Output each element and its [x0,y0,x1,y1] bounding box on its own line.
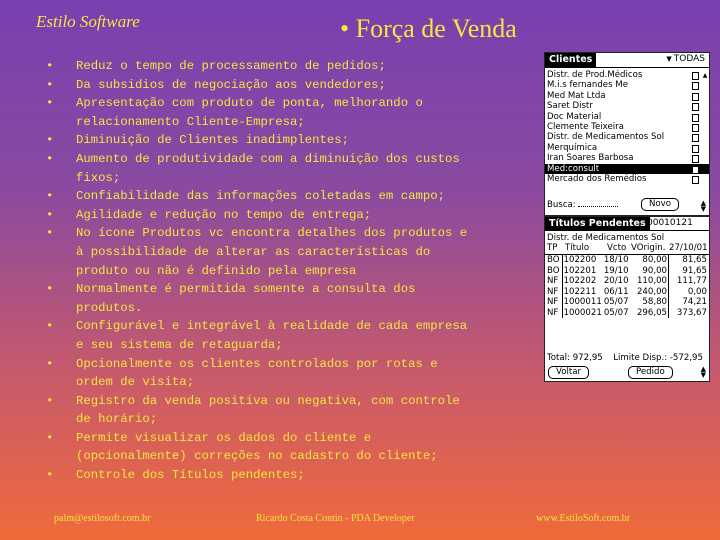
table-cell: BO [546,266,562,277]
col-date: 27/10/01 [669,243,708,253]
bullet-item [46,94,524,131]
bullet-text: relacionamento Cliente-Empresa; [76,114,305,129]
table-cell: 1000021 [563,307,602,318]
client-checkbox[interactable] [692,134,699,142]
table-cell: NF [546,297,562,308]
table-cell: 110,00 [630,276,668,287]
bullet-icon: • [46,393,54,408]
bullet-text: No ícone Produtos vc encontra detalhes dos produtos e [76,226,468,241]
footer-email[interactable]: palm@estilosoft.com.br [54,513,151,524]
client-checkbox[interactable] [692,72,699,80]
client-name: Clemente Teixeira [547,121,624,132]
client-item[interactable] [545,112,709,122]
bullet-text: Opcionalmente os clientes controlados por rotas e [76,356,438,371]
client-name: Med:consult [547,163,600,174]
category-label: TODAS [673,54,705,64]
bullet-text: Registro da venda positiva ou negativa, com controle [76,393,460,408]
bullet-text: Apresentação com produto de ponta, melhorando o [76,96,423,111]
client-checkbox[interactable] [692,114,699,122]
client-name: Doc Material [547,111,602,122]
client-item[interactable] [545,122,709,132]
brand-label: Estilo Software [36,12,140,31]
table-cell: 0,00 [687,286,707,297]
table-cell: BO [546,255,562,266]
bullet-icon: • [46,430,54,445]
client-checkbox[interactable] [692,124,699,132]
client-item[interactable] [545,174,709,184]
table-cell: 296,05 [630,308,668,319]
bullet-text: (opcionalmente) correções no cadastro do cliente; [76,449,438,464]
order-button[interactable]: Pedido [628,366,673,379]
client-checkbox[interactable] [692,166,699,174]
col-titulo: Título [565,243,590,253]
table-cell: 20/10 [603,276,629,286]
client-item[interactable] [545,70,709,80]
table-row[interactable] [546,287,708,298]
bullet-item [46,280,524,317]
bullet-text: à possibilidade de alterar as características do [76,244,431,259]
bullet-item [46,429,524,466]
search-field[interactable] [547,200,618,210]
bullet-icon: • [46,468,54,483]
table-row[interactable] [546,255,708,266]
titulos-table [546,255,708,318]
bullet-text: e seu sistema de retaguarda; [76,337,283,352]
table-cell: 19/10 [603,265,629,276]
table-cell: 06/11 [603,286,629,297]
table-row[interactable] [546,297,708,308]
bullet-item [46,76,524,95]
bullet-text: Reduz o tempo de processamento de pedidos; [76,59,386,73]
client-name: Distr. de Medicamentos Sol [547,233,665,243]
table-row[interactable] [546,308,708,319]
bullet-item [46,355,524,392]
table-cell: 74,21 [682,297,707,307]
table-cell: 58,80 [630,297,668,308]
client-name: Mercado dos Remédios [547,173,647,184]
client-checkbox[interactable] [692,176,699,184]
table-header [545,243,709,255]
bullet-icon: • [46,96,54,111]
bullet-icon: • [46,226,54,241]
titulos-tab[interactable]: Títulos Pendentes [545,217,650,231]
bullet-item [46,150,524,187]
client-name: Distr. de Prod.Médicos [547,70,643,80]
bullet-text: de horário; [76,412,158,427]
search-label: Busca: [547,200,576,210]
client-item[interactable] [545,164,709,174]
bullet-text: Normalmente é permitida somente a consulta dos [76,282,416,297]
clients-list [545,70,709,184]
client-item[interactable] [545,143,709,153]
bullet-item [46,131,524,150]
limit-label: Limite Disp.: -572,95 [613,353,703,363]
client-checkbox[interactable] [692,155,699,163]
bullet-item [46,206,524,225]
client-item[interactable] [545,153,709,163]
bullet-icon: • [46,189,54,204]
table-cell: 1000011 [563,297,602,307]
client-checkbox[interactable] [692,145,699,153]
category-picker[interactable] [666,54,705,64]
clientes-screen [544,52,710,216]
titulos-screen [544,216,710,382]
table-cell: 102201 [563,265,597,276]
page-arrows-icon[interactable]: ▲ ▼ [700,365,706,379]
bullet-item [46,187,524,206]
total-label: Total: 972,95 [547,353,603,363]
bullet-text: produto ou não é definido pela empresa [76,263,357,278]
client-name: Iran Soares Barbosa [547,153,634,164]
bullet-icon: • [46,77,54,92]
bullet-text: Diminuição de Clientes inadimplentes; [76,133,350,148]
table-cell: 81,65 [682,255,707,265]
client-name: Distr. de Medicamentos Sol [547,132,665,143]
bullet-text: Controle dos Títulos pendentes; [76,468,305,483]
bullet-icon: • [46,207,54,222]
bullet-text: Configurável e integrável à realidade de cada empresa [76,319,468,334]
table-row[interactable] [546,266,708,277]
bullet-icon: • [46,282,54,297]
bullet-item [46,317,524,354]
bullet-icon: • [46,356,54,371]
client-name: Saret Distr [547,101,593,112]
table-cell: 111,77 [676,276,707,286]
slide-title: • Força de Venda [340,14,517,43]
table-cell: NF [546,276,562,287]
client-name: Merquímica [547,142,598,153]
table-cell: 373,67 [676,307,707,318]
table-cell: 91,65 [682,265,707,276]
client-item[interactable] [545,91,709,101]
col-vcto: Vcto [607,243,627,253]
page-arrows-icon[interactable]: ▲ ▼ [700,199,706,213]
client-item[interactable] [545,101,709,111]
table-cell: 102200 [563,255,597,265]
col-vorigin: VOrigin. [631,243,666,253]
table-cell: 90,00 [630,266,668,277]
scroll-up-icon[interactable]: ▲ [702,72,708,79]
table-cell: NF [546,287,562,298]
client-checkbox[interactable] [692,93,699,101]
client-item[interactable] [545,80,709,90]
bullet-icon: • [46,151,54,166]
table-cell: 102202 [563,276,597,286]
client-item[interactable] [545,132,709,142]
bullet-item [46,57,524,76]
bullet-text: Permite visualizar os dados do cliente e [76,430,372,445]
bullet-text: fixos; [76,170,121,185]
client-code: 00010121 [647,218,693,228]
triangle-down-icon: ▼ [666,55,672,63]
bullet-text: ordem de visita; [76,375,195,390]
bullet-item [46,224,524,280]
bullet-item [46,466,524,485]
back-button[interactable]: Voltar [548,366,589,379]
bullet-icon: • [46,319,54,334]
bullet-text: Confiabilidade das informações coletadas em campo; [76,189,445,204]
client-checkbox[interactable] [692,82,699,90]
table-cell: 102211 [563,286,597,297]
table-cell: 05/07 [603,307,629,318]
clientes-tab[interactable]: Clientes [545,53,596,67]
table-cell: 05/07 [603,297,629,307]
bullet-icon: • [46,133,54,148]
col-tp: TP [547,243,558,253]
bullet-icon: • [46,59,54,73]
bullet-item [46,392,524,429]
client-name: M.i.s fernandes Me [547,80,628,91]
footer-author: Ricardo Costa Contin - PDA Developer [256,513,415,524]
scrollbar[interactable] [702,72,708,180]
table-cell: 240,00 [630,287,668,298]
bullet-text: produtos. [76,300,143,315]
footer-site[interactable]: www.EstiloSoft.com.br [536,513,631,524]
client-checkbox[interactable] [692,103,699,111]
bullet-list [46,57,524,485]
bullet-text: Aumento de produtividade com a diminuição dos custos [76,151,460,166]
table-cell: 18/10 [603,255,629,265]
table-cell: NF [546,308,562,319]
new-client-button[interactable]: Novo [641,198,679,211]
table-row[interactable] [546,276,708,287]
bullet-text: Da subsidios de negociação aos vendedores; [76,77,386,92]
table-cell: 80,00 [630,255,668,266]
client-name: Med Mat Ltda [547,90,606,101]
bullet-text: Agilidade e redução no tempo de entrega; [76,207,372,222]
